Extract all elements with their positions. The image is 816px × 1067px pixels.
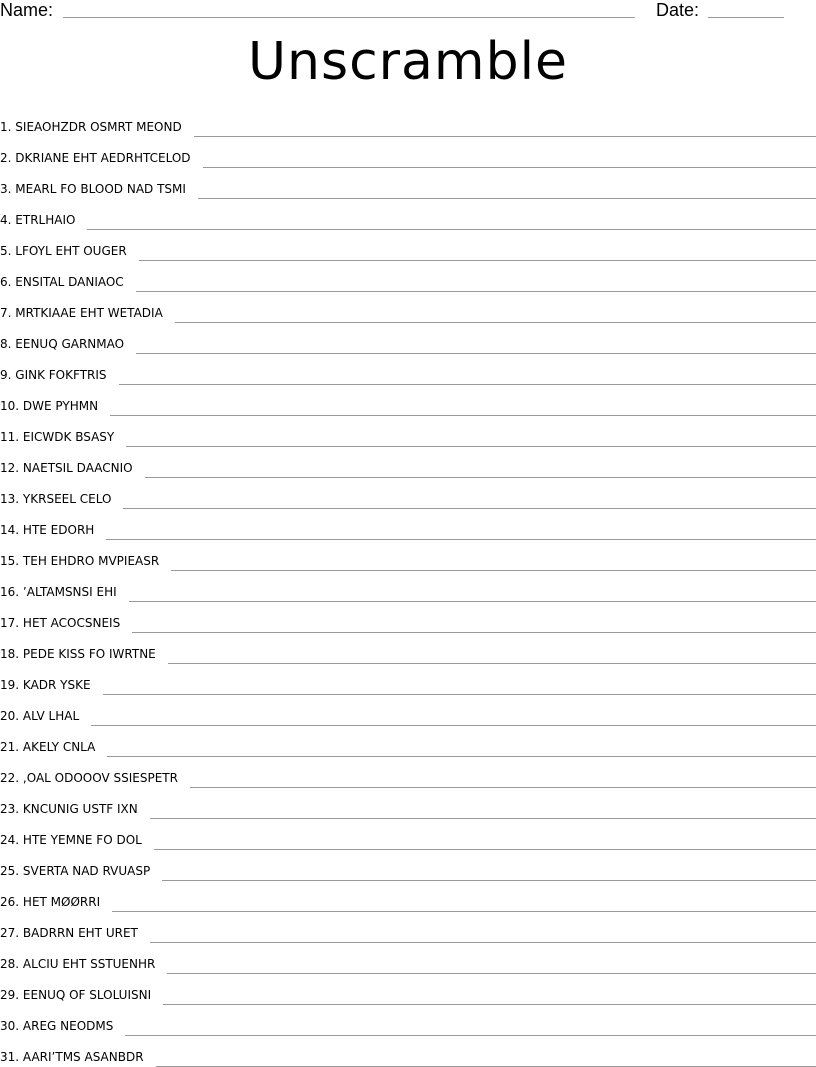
item-number: 11. [0,430,20,444]
scrambled-word [0,926,138,940]
scrambled-word [0,616,120,630]
scrambled-word [0,864,150,878]
list-item [0,1036,816,1067]
list-item [0,788,816,819]
scrambled-text: YKRSEEL CELO [22,492,112,506]
item-number: 24. [0,833,20,847]
scrambled-text: EENUQ OF SLOLUISNI [22,988,152,1002]
item-number: 5. [0,244,12,258]
scrambled-word [0,523,94,537]
scrambled-text: DKRIANE EHT AEDRHTCELOD [15,151,191,165]
scrambled-text: SVERTA NAD RVUASP [22,864,151,878]
scrambled-text: HET MØØRRI [22,895,101,909]
scrambled-word [0,833,142,847]
item-number: 2. [0,151,12,165]
item-number: 1. [0,120,12,134]
item-number: 8. [0,337,12,351]
scrambled-word [0,275,124,289]
scrambled-word [0,337,124,351]
scrambled-text: EICWDK BSASY [22,430,115,444]
scrambled-text: BADRRN EHT URET [22,926,138,940]
list-item [0,726,816,757]
scrambled-word [0,182,186,196]
scrambled-text: MRTKIAAE EHT WETADIA [15,306,163,320]
item-number: 4. [0,213,12,227]
scrambled-text: EENUQ GARNMAO [15,337,125,351]
list-item [0,850,816,881]
list-item [0,447,816,478]
list-item [0,633,816,664]
list-item [0,323,816,354]
item-number: 31. [0,1050,20,1064]
unscramble-list [0,106,816,1067]
list-item [0,354,816,385]
list-item [0,602,816,633]
scrambled-word [0,895,100,909]
item-number: 14. [0,523,20,537]
list-item [0,478,816,509]
scrambled-text: ALV LHAL [22,709,80,723]
scrambled-text: PEDE KISS FO IWRTNE [22,647,156,661]
scrambled-text: ENSITAL DANIAOC [15,275,124,289]
scrambled-text: TEH EHDRO MVPIEASR [22,554,160,568]
scrambled-text: HTE EDORH [22,523,95,537]
item-number: 25. [0,864,20,878]
scrambled-word [0,988,151,1002]
item-number: 23. [0,802,20,816]
item-number: 18. [0,647,20,661]
scrambled-text: KADR YSKE [22,678,91,692]
list-item [0,230,816,261]
list-item [0,912,816,943]
scrambled-word [0,802,138,816]
name-label: Name: [0,0,54,20]
scrambled-word [0,709,79,723]
scrambled-text: MEARL FO BLOOD NAD TSMI [15,182,186,196]
scrambled-word [0,585,117,599]
worksheet-header [0,0,816,24]
item-number: 19. [0,678,20,692]
item-number: 10. [0,399,20,413]
scrambled-text: AARI’TMS ASANBDR [22,1050,144,1064]
list-item [0,509,816,540]
list-item [0,881,816,912]
scrambled-word [0,1050,144,1064]
list-item [0,385,816,416]
item-number: 16. [0,585,20,599]
list-item [0,943,816,974]
item-number: 17. [0,616,20,630]
scrambled-text: KNCUNIG USTF IXN [22,802,138,816]
item-number: 29. [0,988,20,1002]
item-number: 20. [0,709,20,723]
scrambled-word [0,430,114,444]
scrambled-word [0,771,178,785]
scrambled-text: NAETSIL DAACNIO [22,461,133,475]
scrambled-word [0,368,107,382]
scrambled-word [0,461,133,475]
name-field-line[interactable] [63,17,635,18]
date-field-line[interactable] [708,17,784,18]
list-item [0,819,816,850]
scrambled-word [0,740,95,754]
item-number: 28. [0,957,20,971]
scrambled-word [0,151,191,165]
page-title: Unscramble [247,32,569,92]
scrambled-word [0,399,98,413]
scrambled-word [0,1019,113,1033]
item-number: 30. [0,1019,20,1033]
item-number: 26. [0,895,20,909]
item-number: 27. [0,926,20,940]
scrambled-word [0,554,159,568]
scrambled-text: ,OAL ODOOOV SSIESPETR [22,771,178,785]
list-item [0,261,816,292]
list-item [0,1005,816,1036]
list-item [0,137,816,168]
item-number: 7. [0,306,12,320]
item-number: 13. [0,492,20,506]
scrambled-word [0,647,156,661]
scrambled-text: ETRLHAIO [15,213,76,227]
list-item [0,292,816,323]
list-item [0,199,816,230]
list-item [0,106,816,137]
scrambled-text: AREG NEODMS [22,1019,114,1033]
list-item [0,757,816,788]
scrambled-word [0,957,155,971]
date-label: Date: [656,0,700,20]
scrambled-word [0,244,127,258]
item-number: 12. [0,461,20,475]
list-item [0,571,816,602]
list-item [0,168,816,199]
list-item [0,664,816,695]
item-number: 3. [0,182,12,196]
scrambled-text: HTE YEMNE FO DOL [22,833,142,847]
scrambled-word [0,120,182,134]
list-item [0,695,816,726]
item-number: 6. [0,275,12,289]
scrambled-text: AKELY CNLA [22,740,96,754]
scrambled-text: ’ALTAMSNSI EHI [22,585,117,599]
scrambled-text: DWE PYHMN [22,399,99,413]
list-item [0,974,816,1005]
item-number: 21. [0,740,20,754]
list-item [0,416,816,447]
list-item [0,540,816,571]
scrambled-text: ALCIU EHT SSTUENHR [22,957,156,971]
scrambled-word [0,678,91,692]
scrambled-text: HET ACOCSNEIS [22,616,121,630]
scrambled-word [0,492,111,506]
item-number: 22. [0,771,20,785]
item-number: 9. [0,368,12,382]
scrambled-word [0,213,75,227]
scrambled-text: GINK FOKFTRIS [15,368,107,382]
scrambled-text: SIEAOHZDR OSMRT MEOND [15,120,182,134]
item-number: 15. [0,554,20,568]
scrambled-text: LFOYL EHT OUGER [15,244,127,258]
scrambled-word [0,306,163,320]
